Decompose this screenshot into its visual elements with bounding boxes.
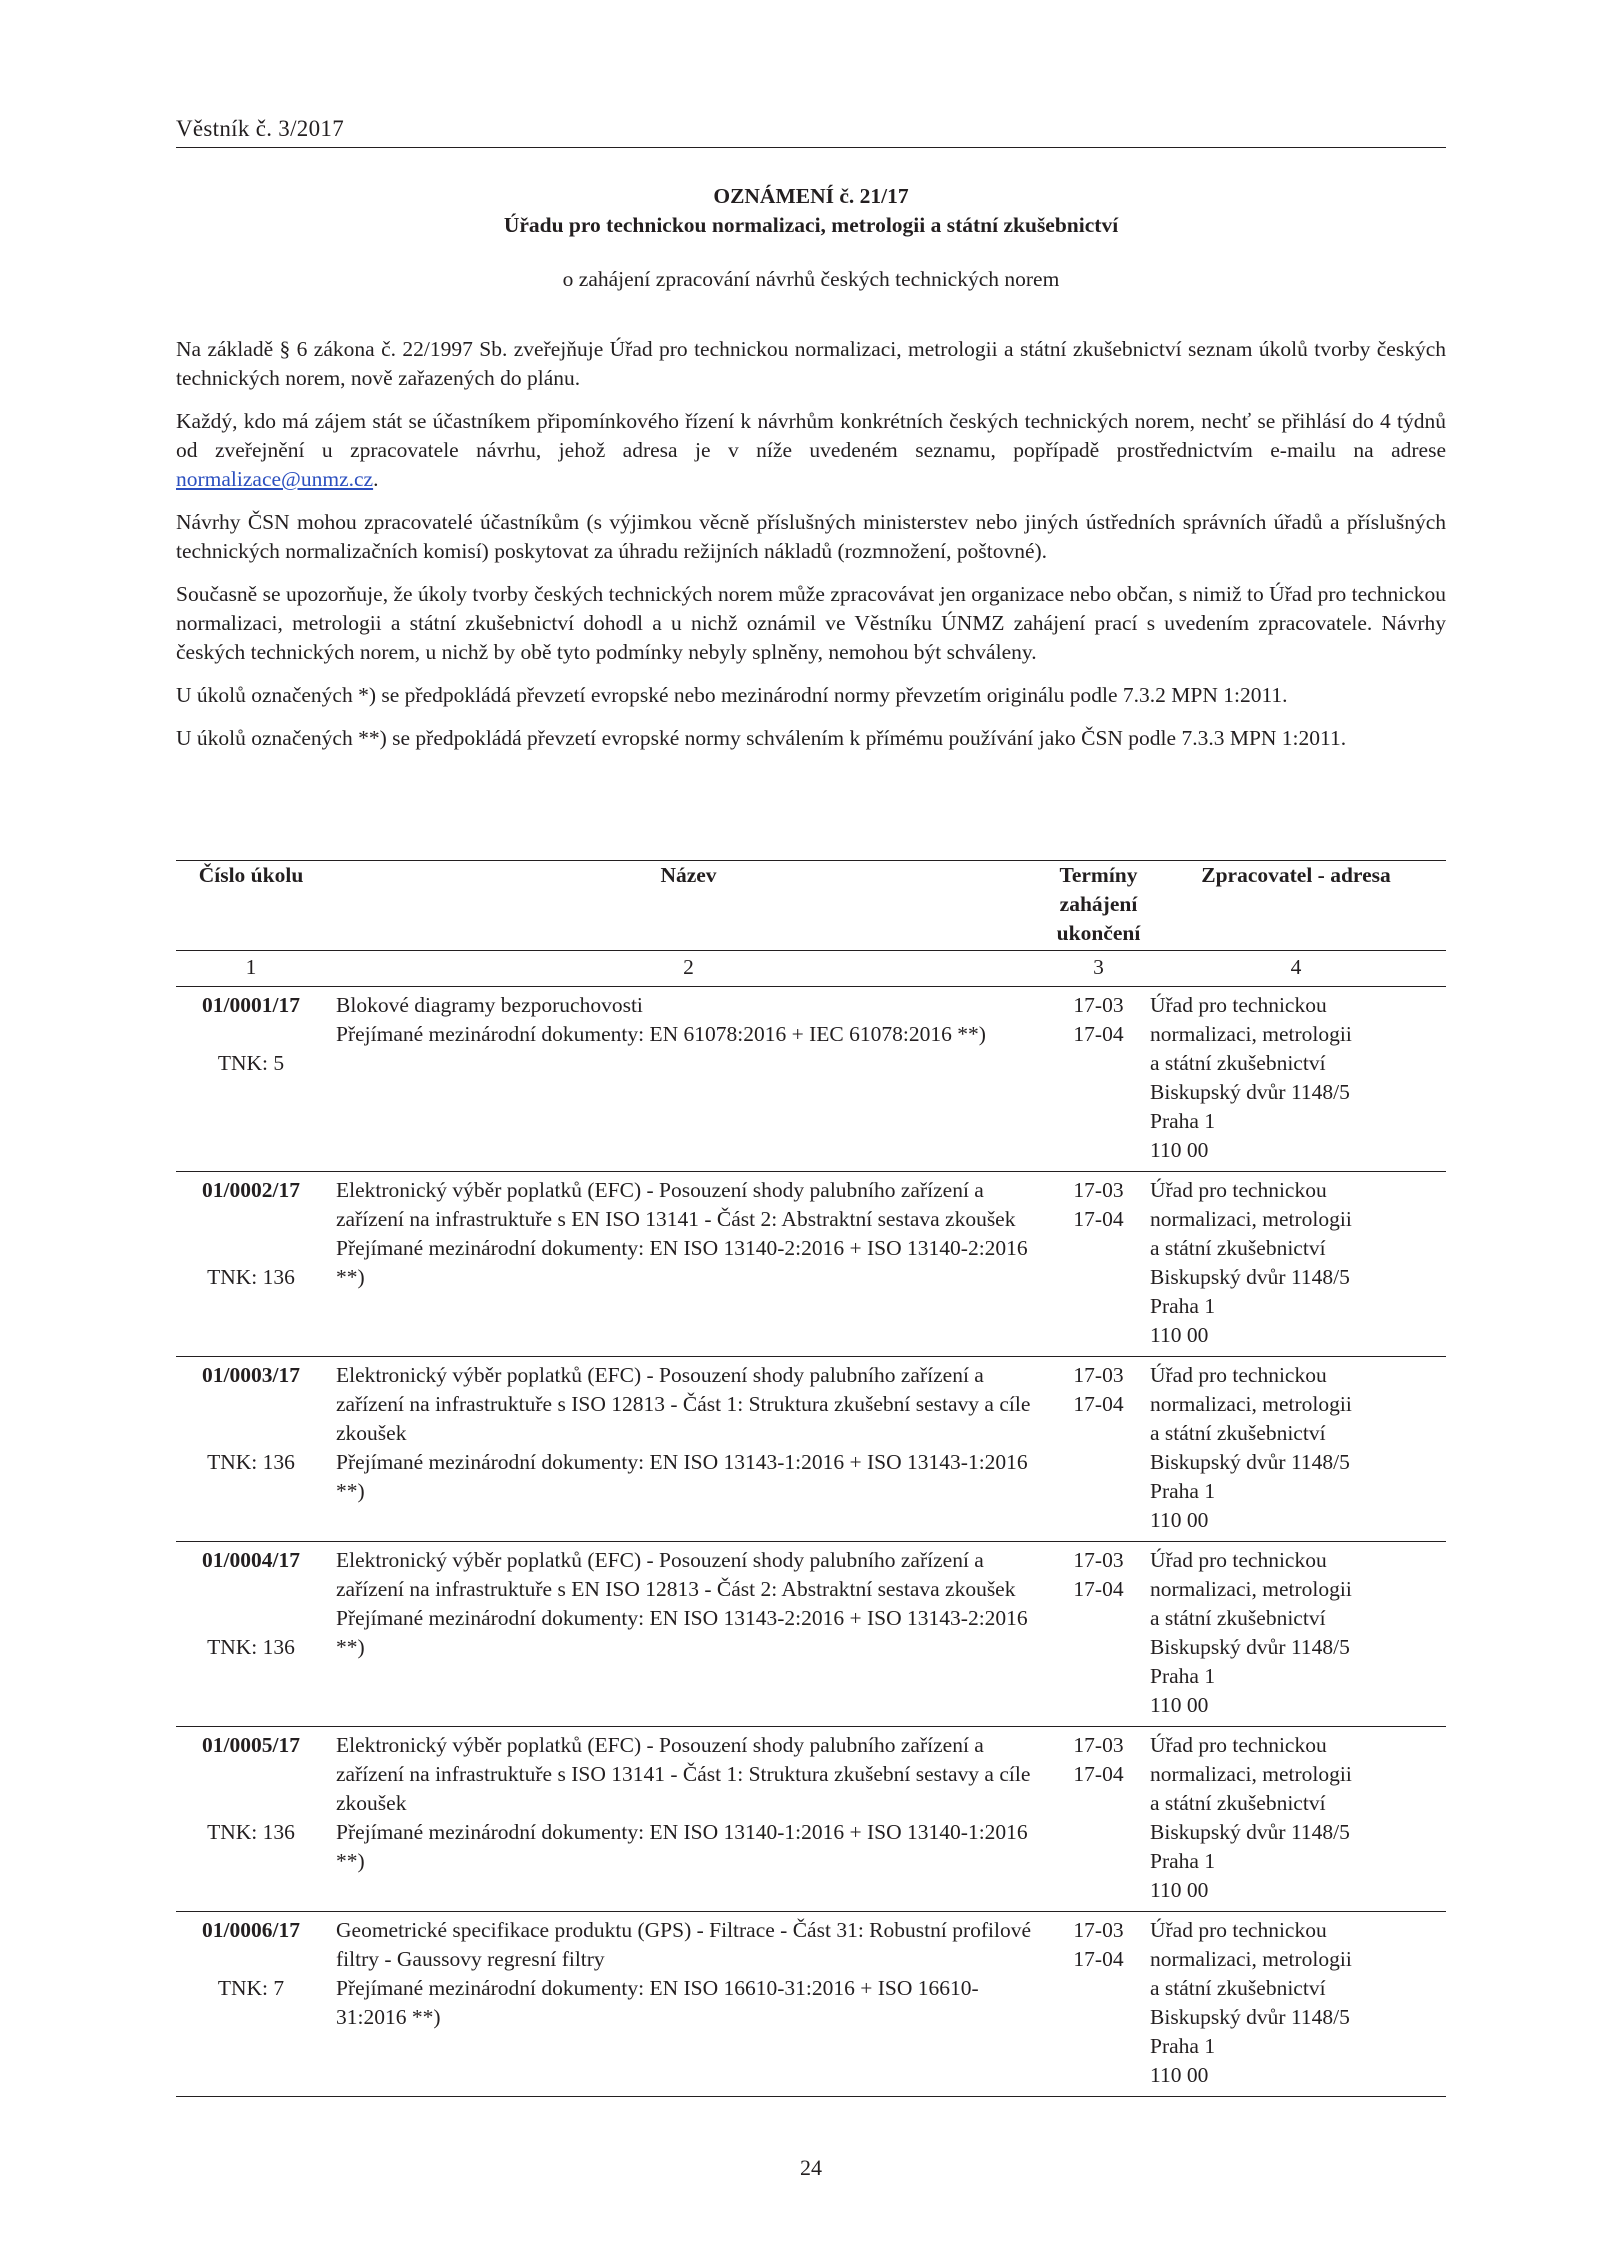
processor-line: Úřad pro technickou	[1150, 1178, 1327, 1202]
header-nazev: Název	[326, 861, 1051, 951]
table-row	[176, 1357, 1446, 1542]
processor-line: normalizaci, metrologii	[1150, 1022, 1352, 1046]
title-block	[176, 182, 1446, 294]
task-processor-cell	[1146, 1172, 1446, 1357]
header-terminy-3: ukončení	[1056, 921, 1141, 945]
intro-paragraph-3: Návrhy ČSN mohou zpracovatelé účastníkům (s výjimkou věcně příslušných ministerstev nebo jiných ústředních správních úřadů a příslušných technických normalizačních komisí) poskytovat za úhradu režijních nákladů (rozmnožení, poštovné).	[176, 510, 1446, 563]
processor-line: 110 00	[1150, 1693, 1209, 1717]
intro-paragraph-2	[176, 407, 1446, 494]
intro-paragraph-5: U úkolů označených *) se předpokládá převzetí evropské nebo mezinárodní normy převzetím originálu podle 7.3.2 MPN 1:2011.	[176, 683, 1288, 707]
column-number: 4	[1146, 951, 1446, 987]
processor-line: 110 00	[1150, 1878, 1209, 1902]
processor-line: a státní zkušebnictví	[1150, 1606, 1326, 1630]
task-end: 17-04	[1073, 1762, 1124, 1786]
task-end: 17-04	[1073, 1392, 1124, 1416]
task-title-cell	[326, 1727, 1051, 1912]
task-title: Elektronický výběr poplatků (EFC) - Posouzení shody palubního zařízení a zařízení na infrastruktuře s ISO 12813 - Část 1: Struktura zkušební sestavy a cíle zkoušek	[336, 1363, 1031, 1445]
announcement-number: OZNÁMENÍ č. 21/17	[713, 184, 909, 208]
processor-line: Biskupský dvůr 1148/5	[1150, 1080, 1350, 1104]
processor-line: Úřad pro technickou	[1150, 993, 1327, 1017]
task-title-cell	[326, 987, 1051, 1172]
table-row	[176, 1727, 1446, 1912]
table-row	[176, 1912, 1446, 2097]
task-tnk: TNK: 136	[207, 1820, 295, 1844]
task-id-cell	[176, 1912, 326, 2097]
task-start: 17-03	[1073, 993, 1124, 1017]
task-end: 17-04	[1073, 1207, 1124, 1231]
task-title: Elektronický výběr poplatků (EFC) - Posouzení shody palubního zařízení a zařízení na infrastruktuře s EN ISO 12813 - Část 2: Abstraktní sestava zkoušek	[336, 1548, 1016, 1601]
task-dates-cell	[1051, 1542, 1146, 1727]
task-end: 17-04	[1073, 1022, 1124, 1046]
intro-paragraph-4: Současně se upozorňuje, že úkoly tvorby českých technických norem může zpracovávat jen organizace nebo občan, s nimiž to Úřad pro technickou normalizaci, metrologii a státní zkušebnictví dohodl a u nichž oznámil ve Věstníku ÚNMZ zahájení prací s uvedením zpracovatele. Návrhy českých technických norem, u nichž by obě tyto podmínky nebyly splněny, nemohou být schváleny.	[176, 582, 1446, 664]
task-processor-cell	[1146, 1357, 1446, 1542]
processor-line: Praha 1	[1150, 1479, 1216, 1503]
task-processor-cell	[1146, 1727, 1446, 1912]
task-title-cell	[326, 1357, 1051, 1542]
intro-paragraph-6: U úkolů označených **) se předpokládá převzetí evropské normy schválením k přímému používání jako ČSN podle 7.3.3 MPN 1:2011.	[176, 726, 1347, 750]
task-id-cell	[176, 1172, 326, 1357]
processor-line: 110 00	[1150, 1323, 1209, 1347]
processor-line: 110 00	[1150, 2063, 1209, 2087]
processor-line: normalizaci, metrologii	[1150, 1947, 1352, 1971]
task-id: 01/0005/17	[202, 1733, 300, 1757]
processor-line: Praha 1	[1150, 1109, 1216, 1133]
task-documents: Přejímané mezinárodní dokumenty: EN ISO 16610-31:2016 + ISO 16610-31:2016 **)	[336, 1976, 979, 2029]
processor-line: Biskupský dvůr 1148/5	[1150, 1450, 1350, 1474]
task-start: 17-03	[1073, 1918, 1124, 1942]
task-id: 01/0003/17	[202, 1363, 300, 1387]
processor-line: Úřad pro technickou	[1150, 1733, 1327, 1757]
processor-line: Praha 1	[1150, 1849, 1216, 1873]
header-terminy-1: Termíny	[1059, 863, 1138, 887]
task-processor-cell	[1146, 1542, 1446, 1727]
task-tnk: TNK: 7	[217, 1976, 285, 2000]
task-title-cell	[326, 1172, 1051, 1357]
processor-line: Úřad pro technickou	[1150, 1548, 1327, 1572]
column-number-row	[176, 951, 1446, 987]
processor-line: normalizaci, metrologii	[1150, 1762, 1352, 1786]
task-id-cell	[176, 1357, 326, 1542]
processor-line: Úřad pro technickou	[1150, 1918, 1327, 1942]
table-row	[176, 1542, 1446, 1727]
task-id: 01/0001/17	[202, 993, 300, 1017]
processor-line: normalizaci, metrologii	[1150, 1392, 1352, 1416]
task-id: 01/0004/17	[202, 1548, 300, 1572]
header-zpracovatel: Zpracovatel - adresa	[1146, 861, 1446, 951]
processor-line: Praha 1	[1150, 1294, 1216, 1318]
table-row	[176, 987, 1446, 1172]
processor-line: Praha 1	[1150, 1664, 1216, 1688]
page-number: 24	[800, 2155, 822, 2180]
processor-line: Biskupský dvůr 1148/5	[1150, 1265, 1350, 1289]
processor-line: 110 00	[1150, 1508, 1209, 1532]
issuing-office: Úřadu pro technickou normalizaci, metrologii a státní zkušebnictví	[503, 213, 1119, 237]
processor-line: a státní zkušebnictví	[1150, 1051, 1326, 1075]
processor-line: Biskupský dvůr 1148/5	[1150, 2005, 1350, 2029]
processor-line: Biskupský dvůr 1148/5	[1150, 1820, 1350, 1844]
intro-paragraph-1: Na základě § 6 zákona č. 22/1997 Sb. zveřejňuje Úřad pro technickou normalizaci, metrologii a státní zkušebnictví seznam úkolů tvorby českých technických norem, nově zařazených do plánu.	[176, 337, 1446, 390]
table-header-row	[176, 861, 1446, 951]
task-title: Geometrické specifikace produktu (GPS) - Filtrace - Část 31: Robustní profilové filtry - Gaussovy regresní filtry	[336, 1918, 1032, 1971]
running-header	[176, 113, 1446, 148]
task-title: Elektronický výběr poplatků (EFC) - Posouzení shody palubního zařízení a zařízení na infrastruktuře s EN ISO 13141 - Část 2: Abstraktní sestava zkoušek	[336, 1178, 1016, 1231]
task-dates-cell	[1051, 1357, 1146, 1542]
task-documents: Přejímané mezinárodní dokumenty: EN ISO 13143-1:2016 + ISO 13143-1:2016 **)	[336, 1450, 1028, 1503]
intro-paragraph-2-end: .	[373, 467, 379, 491]
header-cislo: Číslo úkolu	[176, 861, 326, 951]
task-id-cell	[176, 987, 326, 1172]
column-number: 2	[326, 951, 1051, 987]
task-documents: Přejímané mezinárodní dokumenty: EN ISO 13143-2:2016 + ISO 13143-2:2016 **)	[336, 1606, 1028, 1659]
processor-line: Praha 1	[1150, 2034, 1216, 2058]
processor-line: a státní zkušebnictví	[1150, 1236, 1326, 1260]
journal-title: Věstník č. 3/2017	[176, 116, 344, 141]
task-start: 17-03	[1073, 1178, 1124, 1202]
task-title: Elektronický výběr poplatků (EFC) - Posouzení shody palubního zařízení a zařízení na infrastruktuře s ISO 13141 - Část 1: Struktura zkušební sestavy a cíle zkoušek	[336, 1733, 1031, 1815]
task-processor-cell	[1146, 1912, 1446, 2097]
task-tnk: TNK: 136	[207, 1450, 295, 1474]
task-id: 01/0006/17	[202, 1918, 300, 1942]
processor-line: a státní zkušebnictví	[1150, 1976, 1326, 2000]
task-title: Blokové diagramy bezporuchovosti	[336, 993, 643, 1017]
task-tnk: TNK: 5	[217, 1051, 285, 1075]
task-dates-cell	[1051, 1172, 1146, 1357]
task-id: 01/0002/17	[202, 1178, 300, 1202]
task-dates-cell	[1051, 1727, 1146, 1912]
task-start: 17-03	[1073, 1733, 1124, 1757]
task-id-cell	[176, 1542, 326, 1727]
header-terminy	[1051, 861, 1146, 951]
processor-line: a státní zkušebnictví	[1150, 1421, 1326, 1445]
announcement-subject: o zahájení zpracování návrhů českých technických norem	[562, 267, 1060, 291]
processor-line: Úřad pro technickou	[1150, 1363, 1327, 1387]
intro-text	[176, 335, 1446, 767]
task-end: 17-04	[1073, 1947, 1124, 1971]
task-title-cell	[326, 1912, 1051, 2097]
column-number: 3	[1051, 951, 1146, 987]
task-start: 17-03	[1073, 1363, 1124, 1387]
task-id-cell	[176, 1727, 326, 1912]
task-start: 17-03	[1073, 1548, 1124, 1572]
tasks-table	[176, 860, 1446, 2097]
task-documents: Přejímané mezinárodní dokumenty: EN 61078:2016 + IEC 61078:2016 **)	[336, 1022, 986, 1046]
task-dates-cell	[1051, 1912, 1146, 2097]
task-title-cell	[326, 1542, 1051, 1727]
task-dates-cell	[1051, 987, 1146, 1172]
header-terminy-2: zahájení	[1059, 892, 1138, 916]
processor-line: a státní zkušebnictví	[1150, 1791, 1326, 1815]
task-tnk: TNK: 136	[207, 1265, 295, 1289]
processor-line: normalizaci, metrologii	[1150, 1207, 1352, 1231]
intro-paragraph-2-text: Každý, kdo má zájem stát se účastníkem připomínkového řízení k návrhům konkrétních českých technických norem, nechť se přihlásí do 4 týdnů od zveřejnění u zpracovatele návrhu, jehož adresa je v níže uvedeném seznamu, popřípadě prostřednictvím e-mailu na adrese	[176, 409, 1446, 462]
task-tnk: TNK: 136	[207, 1635, 295, 1659]
task-documents: Přejímané mezinárodní dokumenty: EN ISO 13140-1:2016 + ISO 13140-1:2016 **)	[336, 1820, 1028, 1873]
processor-line: 110 00	[1150, 1138, 1209, 1162]
processor-line: normalizaci, metrologii	[1150, 1577, 1352, 1601]
task-end: 17-04	[1073, 1577, 1124, 1601]
table-row	[176, 1172, 1446, 1357]
task-documents: Přejímané mezinárodní dokumenty: EN ISO 13140-2:2016 + ISO 13140-2:2016 **)	[336, 1236, 1028, 1289]
processor-line: Biskupský dvůr 1148/5	[1150, 1635, 1350, 1659]
task-processor-cell	[1146, 987, 1446, 1172]
email-link[interactable]: normalizace@unmz.cz	[176, 467, 374, 491]
column-number: 1	[176, 951, 326, 987]
